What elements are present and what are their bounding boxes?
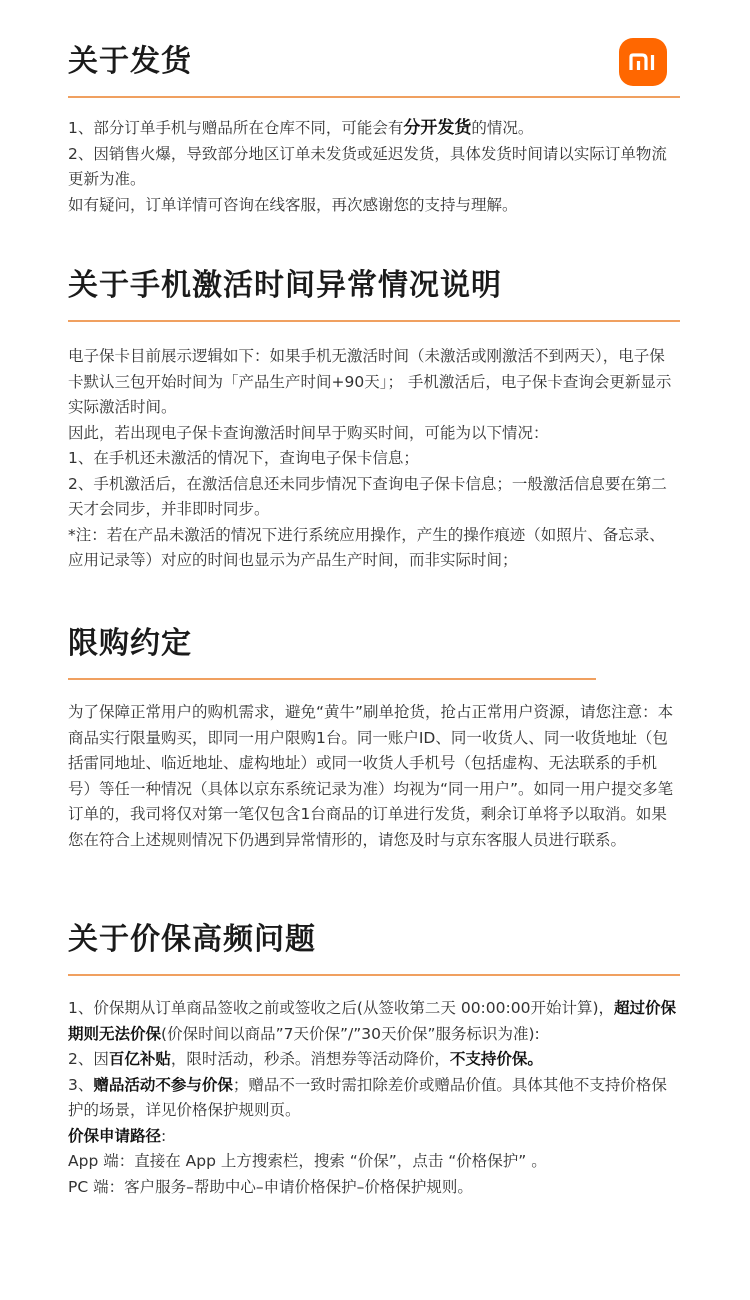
paragraph: 电子保卡目前展示逻辑如下：如果手机无激活时间（未激活或刚激活不到两天），电子保卡默认三包开始时间为「产品生产时间+90天」； 手机激活后，电子保卡查询会更新显示实际激活时间。 xyxy=(68,347,672,416)
section-divider xyxy=(68,96,680,98)
paragraph: 1、价保期从订单商品签收之前或签收之后(从签收第二天 00:00:00开始计算)，超过价保期则无法价保(价保时间以商品”7天价保”/”30天价保”服务标识为准): xyxy=(68,999,677,1043)
section-shipping xyxy=(68,42,680,218)
section-purchase-limit xyxy=(68,624,680,853)
paragraph: 1、在手机还未激活的情况下，查询电子保卡信息； xyxy=(68,449,419,467)
section-divider xyxy=(68,974,680,976)
paragraph: 2、因销售火爆，导致部分地区订单未发货或延迟发货，具体发货时间请以实际订单物流更新为准。 xyxy=(68,144,667,188)
paragraph: *注：若在产品未激活的情况下进行系统应用操作，产生的操作痕迹（如照片、备忘录、应用记录等）对应的时间也显示为产品生产时间，而非实际时间； xyxy=(68,525,665,569)
section-body-purchase-limit xyxy=(68,700,680,853)
section-title-price-protection: 关于价保高频问题 xyxy=(68,922,316,957)
section-body-shipping xyxy=(68,116,680,218)
section-divider xyxy=(68,678,596,680)
paragraph: 为了保障正常用户的购机需求，避免“黄牛”刷单抢货，抢占正常用户资源，请您注意：本商品实行限量购买，即同一用户限购1台。同一账户ID、同一收货人、同一收货地址（包括雷同地址、临近地址、虚构地址）或同一收货人手机号（包括虚构、无法联系的手机号）等任一种情况（具体以京东系统记录为准）均视为“同一用户”。如同一用户提交多笔订单的，我司将仅对第一笔仅包含1台商品的订单进行发货，剩余订单将予以取消。如果您在符合上述规则情况下仍遇到异常情形的，请您及时与京东客服人员进行联系。 xyxy=(68,703,674,849)
paragraph: PC 端：客户服务–帮助中心–申请价格保护–价格保护规则。 xyxy=(68,1177,473,1196)
section-body-price-protection xyxy=(68,996,680,1200)
section-divider xyxy=(68,320,680,322)
paragraph: 如有疑问，订单详情可咨询在线客服，再次感谢您的支持与理解。 xyxy=(68,195,518,214)
section-activation xyxy=(68,266,680,574)
section-title-shipping: 关于发货 xyxy=(68,44,192,79)
paragraph: 2、因百亿补贴，限时活动，秒杀。消想券等活动降价，不支持价保。 xyxy=(68,1050,543,1068)
paragraph: 2、手机激活后，在激活信息还未同步情况下查询电子保卡信息；一般激活信息要在第二天才会同步，并非即时同步。 xyxy=(68,474,667,518)
paragraph: 价保申请路径: xyxy=(68,1126,167,1145)
section-title-activation: 关于手机激活时间异常情况说明 xyxy=(68,268,502,303)
section-body-activation xyxy=(68,344,680,574)
paragraph: 因此，若出现电子保卡查询激活时间早于购买时间，可能为以下情况： xyxy=(68,423,549,442)
paragraph: App 端：直接在 App 上方搜索栏，搜索 “价保”，点击 “价格保护” 。 xyxy=(68,1152,547,1170)
section-title-purchase-limit: 限购约定 xyxy=(68,626,192,661)
paragraph: 1、部分订单手机与赠品所在仓库不同，可能会有分开发货的情况。 xyxy=(68,118,534,138)
paragraph: 3、赠品活动不参与价保；赠品不一致时需扣除差价或赠品价值。具体其他不支持价格保护的场景，详见价格保护规则页。 xyxy=(68,1075,667,1119)
section-price-protection xyxy=(68,920,680,1200)
